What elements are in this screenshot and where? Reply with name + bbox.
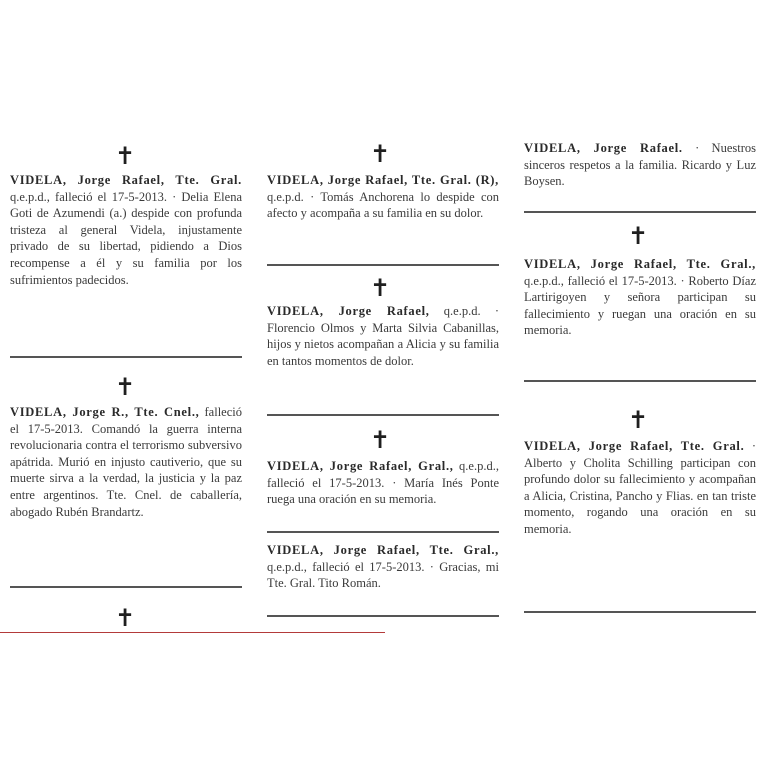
divider — [10, 586, 242, 588]
deceased-name: VIDELA, Jorge Rafael, Gral., — [267, 459, 454, 473]
notice-text: · Alberto y Cholita Schilling participan con profundo dolor su fallecimiento y acompañan a Alicia, Cristina, Pancho y Flias. en tan triste momento, rogando una oración en su memoria. — [524, 439, 756, 536]
cross-icon: ✝ — [369, 140, 391, 168]
deceased-name: VIDELA, Jorge R., Tte. Cnel., — [10, 405, 200, 419]
notice-text: q.e.p.d., falleció el 17-5-2013. · María Inés Ponte ruega una oración en su memoria. — [267, 459, 499, 507]
cross-icon: ✝ — [627, 406, 649, 434]
notice-text: q.e.p.d., falleció el 17-5-2013. · Roberto Díaz Lartirigoyen y señora participan su fallecimiento y ruegan una oración en su memoria. — [524, 273, 756, 338]
obituary-notice — [524, 438, 756, 538]
notice-text: q.e.p.d. · Florencio Olmos y Marta Silvia Cabanillas, hijos y nietos acompañan a Alicia y su familia en tantos momentos de dolor. — [267, 304, 499, 368]
cross-icon: ✝ — [114, 604, 136, 632]
divider — [267, 531, 499, 533]
deceased-name: VIDELA, Jorge Rafael, Tte. Gral., — [524, 257, 756, 271]
deceased-name: VIDELA, Jorge Rafael, Tte. Gral. (R), — [267, 173, 499, 187]
divider — [10, 356, 242, 358]
notice-text: · Nuestros sinceros respetos a la familia. Ricardo y Luz Boysen. — [524, 141, 756, 189]
cross-icon: ✝ — [114, 373, 136, 401]
notice-text: q.e.p.d., falleció el 17-5-2013. · Gracias, mi Tte. Gral. Tito Román. — [267, 559, 499, 591]
divider — [267, 414, 499, 416]
cross-icon: ✝ — [114, 142, 136, 170]
deceased-name: VIDELA, Jorge Rafael, — [267, 304, 430, 318]
cross-icon: ✝ — [627, 222, 649, 250]
obituary-notice — [267, 303, 499, 369]
notice-text: falleció el 17-5-2013. Comandó la guerra interna revolucionaria contra el terrorismo subversivo apátrida. Murió en injusto cautiverio, que su muerte sirva a la verdad, la justicia y la paz entre argentinos. Tte. Cnel. de caballería, abogado Rubén Brandartz. — [10, 405, 242, 519]
obituary-notice — [267, 458, 499, 508]
obituary-notice — [524, 140, 756, 190]
obituary-notice — [524, 256, 756, 339]
clipping-edge-line — [0, 632, 385, 633]
obituary-notice — [10, 404, 242, 520]
cross-icon: ✝ — [369, 274, 391, 302]
obituary-notice — [10, 172, 242, 288]
notice-text: q.e.p.d., falleció el 17-5-2013. · Delia Elena Goti de Azumendi (a.) despide con profunda tristeza al general Videla, injustamente privado de su libertad, pidiendo a Dios recompense a él y su familia por los sufrimientos padecidos. — [10, 189, 242, 287]
obituary-notice — [267, 542, 499, 592]
obituary-notice — [267, 172, 499, 222]
deceased-name: VIDELA, Jorge Rafael, Tte. Gral., — [267, 543, 499, 557]
divider — [524, 380, 756, 382]
deceased-name: VIDELA, Jorge Rafael. — [524, 141, 683, 155]
deceased-name: VIDELA, Jorge Rafael, Tte. Gral. — [524, 439, 745, 453]
divider — [524, 611, 756, 613]
notice-text: q.e.p.d. · Tomás Anchorena lo despide con afecto y acompaña a su familia en su dolor. — [267, 189, 499, 221]
divider — [524, 211, 756, 213]
cross-icon: ✝ — [369, 426, 391, 454]
divider — [267, 615, 499, 617]
deceased-name: VIDELA, Jorge Rafael, Tte. Gral. — [10, 173, 242, 187]
divider — [267, 264, 499, 266]
